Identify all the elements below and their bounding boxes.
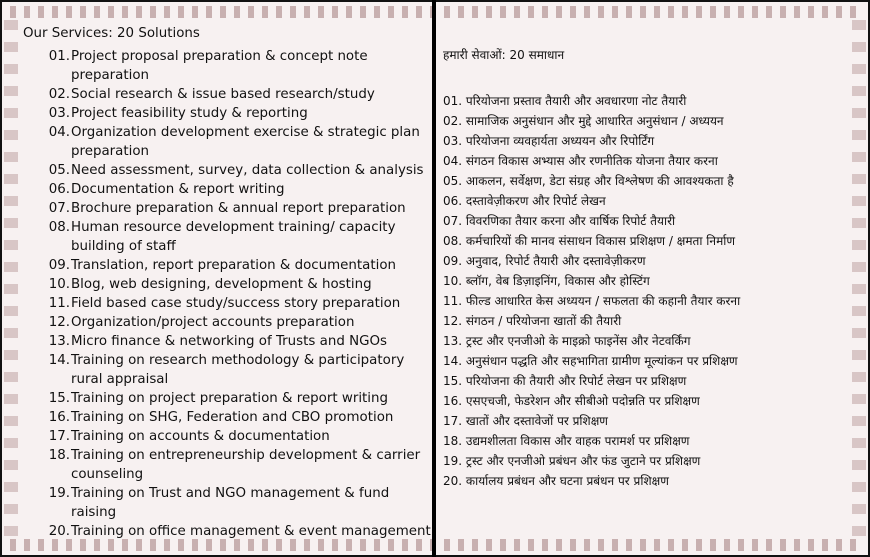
english-services-panel <box>23 24 433 546</box>
hindi-service-item: 03. परियोजना व्यवहार्यता अध्ययन और रिपोर्टिंग <box>443 134 655 148</box>
english-services-list <box>23 47 433 541</box>
hindi-service-item: 11. फील्ड आधारित केस अध्ययन / सफलता की कहानी तैयार करना <box>443 294 741 308</box>
service-text: Human resource development training/ capacity building of staff <box>71 220 396 254</box>
service-number: 01. <box>48 49 70 64</box>
service-number: 06. <box>48 182 70 197</box>
service-number: 14. <box>48 353 70 368</box>
service-text: Training on office management & event management <box>71 524 431 539</box>
service-number: 20. <box>48 524 70 539</box>
service-text: Micro finance & networking of Trusts and NGOs <box>71 334 387 349</box>
english-service-item <box>23 85 433 104</box>
hindi-service-item: 20. कार्यालय प्रबंधन और घटना प्रबंधन पर प्रशिक्षण <box>443 474 669 488</box>
hindi-service-item: 08. कर्मचारियों की मानव संसाधन विकास प्रशिक्षण / क्षमता निर्माण <box>443 234 736 248</box>
service-text: Project proposal preparation & concept note preparation <box>71 49 368 83</box>
hindi-service-item: 19. ट्रस्ट और एनजीओ प्रबंधन और फंड जुटाने पर प्रशिक्षण <box>443 454 701 468</box>
service-text: Project feasibility study & reporting <box>71 106 308 121</box>
hindi-service-item: 14. अनुसंधान पद्धति और सहभागिता ग्रामीण मूल्यांकन पर प्रशिक्षण <box>443 354 738 368</box>
service-number: 07. <box>48 201 70 216</box>
hindi-service-item: 04. संगठन विकास अभ्यास और रणनीतिक योजना तैयार करना <box>443 154 718 168</box>
english-service-item <box>23 389 433 408</box>
service-text: Organization/project accounts preparation <box>71 315 355 330</box>
service-number: 08. <box>48 220 70 235</box>
english-service-item <box>23 332 433 351</box>
hindi-service-item: 01. परियोजना प्रस्ताव तैयारी और अवधारणा नोट तैयारी <box>443 94 687 108</box>
hindi-service-item: 09. अनुवाद, रिपोर्ट तैयारी और दस्तावेज़ीकरण <box>443 254 646 268</box>
english-service-item <box>23 275 433 294</box>
service-text: Training on entrepreneurship development & carrier counseling <box>71 448 421 482</box>
english-service-item <box>23 446 433 484</box>
english-service-item <box>23 161 433 180</box>
service-text: Field based case study/success story preparation <box>71 296 401 311</box>
hindi-service-item: 02. सामाजिक अनुसंधान और मुद्दे आधारित अनुसंधान / अध्ययन <box>443 114 724 128</box>
english-service-item <box>23 199 433 218</box>
service-text: Training on project preparation & report writing <box>71 391 389 406</box>
service-number: 12. <box>48 315 70 330</box>
english-service-item <box>23 47 433 85</box>
english-service-item <box>23 522 433 541</box>
hindi-service-item: 17. खातों और दस्तावेजों पर प्रशिक्षण <box>443 414 608 428</box>
english-service-item <box>23 123 433 161</box>
service-number: 04. <box>48 125 70 140</box>
hindi-service-item: 15. परियोजना की तैयारी और रिपोर्ट लेखन पर प्रशिक्षण <box>443 374 687 388</box>
service-text: Training on accounts & documentation <box>71 429 330 444</box>
service-number: 05. <box>48 163 70 178</box>
service-number: 13. <box>48 334 70 349</box>
service-text: Training on SHG, Federation and CBO promotion <box>71 410 394 425</box>
english-services-title: Our Services: 20 Solutions <box>23 26 200 41</box>
service-text: Documentation & report writing <box>71 182 285 197</box>
english-service-item <box>23 408 433 427</box>
hindi-service-item: 16. एसएचजी, फेडरेशन और सीबीओ पदोन्नति पर प्रशिक्षण <box>443 394 700 408</box>
english-service-item <box>23 218 433 256</box>
service-text: Need assessment, survey, data collection & analysis <box>71 163 424 178</box>
english-service-item <box>23 256 433 275</box>
hindi-services-list <box>443 91 863 491</box>
hindi-service-item: 06. दस्तावेज़ीकरण और रिपोर्ट लेखन <box>443 194 606 208</box>
english-service-item <box>23 313 433 332</box>
service-number: 15. <box>48 391 70 406</box>
hindi-service-item: 10. ब्लॉग, वेब डिज़ाइनिंग, विकास और होस्टिंग <box>443 274 650 288</box>
service-text: Organization development exercise & strategic plan preparation <box>71 125 420 159</box>
service-number: 16. <box>48 410 70 425</box>
service-number: 11. <box>48 296 70 311</box>
service-number: 02. <box>48 87 70 102</box>
service-text: Blog, web designing, development & hosting <box>71 277 372 292</box>
service-number: 10. <box>48 277 70 292</box>
service-number: 18. <box>48 448 70 463</box>
english-service-item <box>23 351 433 389</box>
service-text: Social research & issue based research/study <box>71 87 375 102</box>
english-service-item <box>23 484 433 522</box>
english-service-item <box>23 427 433 446</box>
english-service-item <box>23 104 433 123</box>
hindi-service-item: 13. ट्रस्ट और एनजीओ के माइक्रो फाइनेंस और नेटवर्किंग <box>443 334 691 348</box>
service-text: Training on Trust and NGO management & fund raising <box>71 486 390 520</box>
service-number: 09. <box>48 258 70 273</box>
hindi-service-item: 05. आकलन, सर्वेक्षण, डेटा संग्रह और विश्लेषण की आवश्यकता है <box>443 174 734 188</box>
hindi-service-item: 12. संगठन / परियोजना खातों की तैयारी <box>443 314 622 328</box>
hindi-service-item: 07. विवरणिका तैयार करना और वार्षिक रिपोर्ट तैयारी <box>443 214 676 228</box>
hindi-services-panel <box>443 46 863 491</box>
service-text: Training on research methodology & participatory rural appraisal <box>71 353 405 387</box>
english-service-item <box>23 180 433 199</box>
decorative-border-left <box>4 20 18 537</box>
service-number: 03. <box>48 106 70 121</box>
hindi-service-item: 18. उद्यमशीलता विकास और वाहक परामर्श पर प्रशिक्षण <box>443 434 690 448</box>
service-text: Brochure preparation & annual report preparation <box>71 201 406 216</box>
service-text: Translation, report preparation & documentation <box>71 258 397 273</box>
hindi-services-title: हमारी सेवाओं: 20 समाधान <box>443 48 565 62</box>
service-number: 19. <box>48 486 70 501</box>
english-service-item <box>23 294 433 313</box>
service-number: 17. <box>48 429 70 444</box>
